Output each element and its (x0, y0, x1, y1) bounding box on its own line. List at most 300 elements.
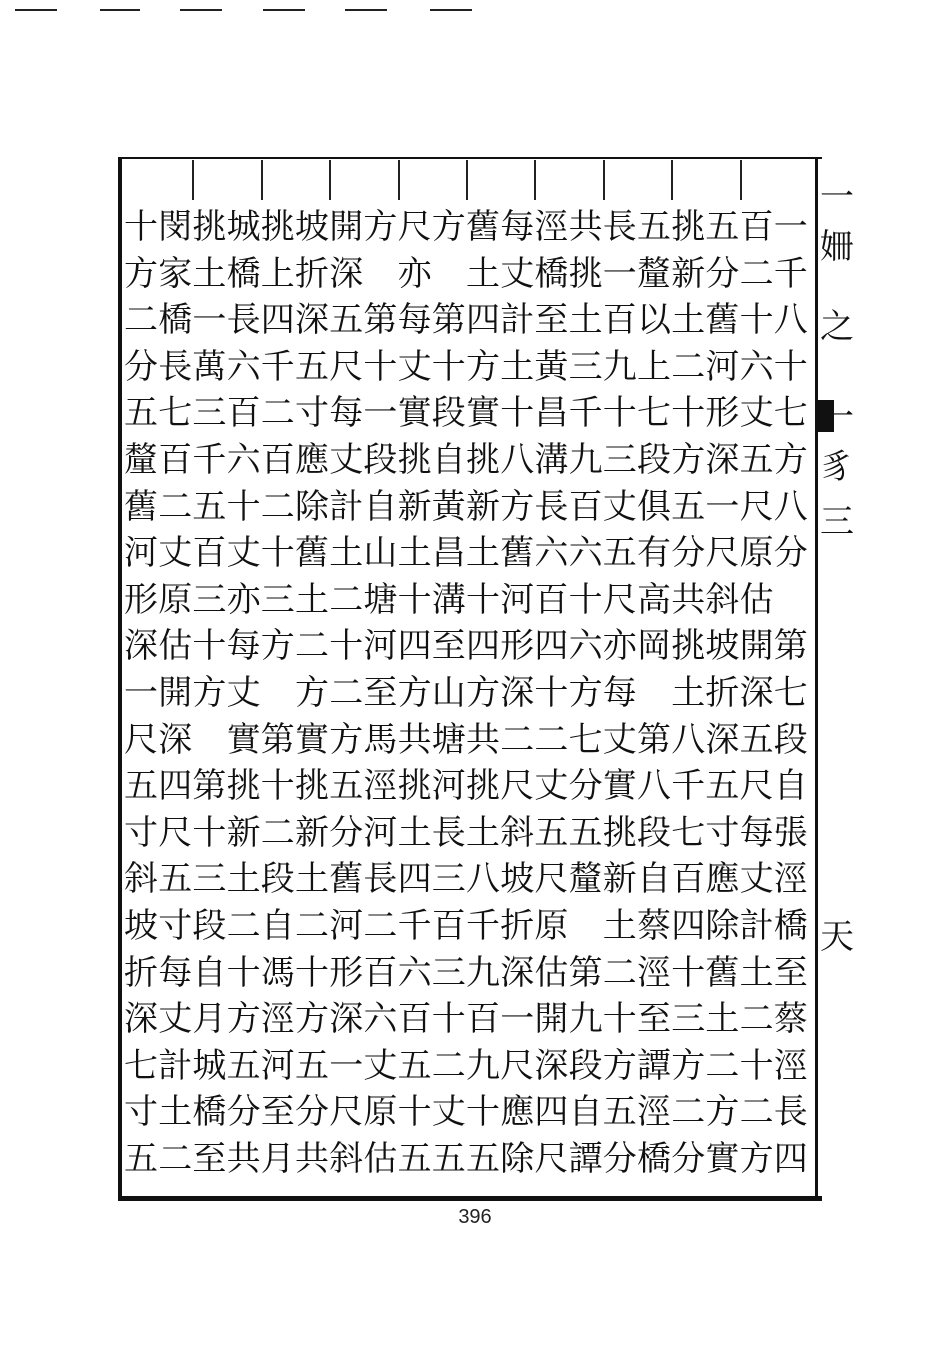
glyph: 分 (773, 533, 808, 574)
glyph: 五 (124, 1139, 158, 1179)
glyph: 折 (124, 952, 158, 993)
glyph: 三 (192, 579, 227, 620)
glyph: 新 (602, 859, 637, 900)
edge-glyph: 三 (820, 502, 854, 542)
glyph: 第 (773, 626, 808, 667)
edge-glyph: 豸 (820, 447, 854, 487)
glyph: 尺 (602, 579, 637, 620)
glyph: 三 (431, 952, 466, 993)
glyph: 丈 (739, 859, 774, 900)
glyph: 九 (602, 346, 637, 387)
glyph: 自 (773, 766, 808, 807)
glyph: 尺 (500, 766, 535, 807)
glyph: 五 (637, 207, 671, 247)
glyph: 百 (568, 486, 603, 527)
glyph: 方 (226, 999, 261, 1040)
glyph: 四 (773, 1139, 808, 1179)
glyph: 應 (295, 440, 329, 480)
top-rule (100, 9, 140, 11)
glyph: 黃 (431, 486, 466, 527)
glyph: 土 (602, 906, 637, 946)
glyph: 涇 (773, 859, 808, 900)
glyph: 寸 (124, 1092, 158, 1133)
glyph: 折 (295, 253, 329, 294)
glyph: 二 (534, 719, 569, 760)
glyph: 丈 (226, 673, 261, 713)
glyph: 每 (158, 952, 193, 993)
glyph: 七 (773, 673, 808, 713)
glyph: 原 (739, 533, 774, 574)
glyph: 溝 (534, 440, 569, 480)
glyph: 九 (568, 440, 603, 480)
glyph: 二 (295, 626, 329, 667)
glyph: 段 (773, 719, 808, 760)
glyph: 至 (431, 626, 466, 667)
glyph: 二 (329, 579, 364, 620)
glyph: 方 (431, 207, 466, 247)
glyph: 共 (466, 719, 500, 760)
glyph: 百 (671, 859, 706, 900)
glyph: 方 (397, 673, 432, 713)
glyph: 十 (226, 486, 261, 527)
glyph: 寸 (124, 812, 158, 853)
glyph: 二 (602, 952, 637, 993)
glyph: 丈 (534, 766, 569, 807)
glyph: 估 (363, 1139, 398, 1179)
glyph: 山 (431, 673, 466, 713)
glyph: 溝 (431, 579, 466, 620)
glyph: 分 (295, 1092, 329, 1133)
glyph: 丈 (158, 533, 193, 574)
glyph: 寸 (295, 393, 329, 434)
glyph: 段 (363, 440, 398, 480)
glyph: 六 (226, 346, 261, 387)
glyph: 丈 (158, 999, 193, 1040)
glyph: 二 (671, 1092, 706, 1133)
glyph: 土 (226, 859, 261, 900)
glyph: 十 (500, 393, 535, 434)
glyph: 十 (124, 207, 158, 247)
edge-glyph: 之 (820, 307, 854, 347)
glyph: 尺 (534, 1139, 569, 1179)
glyph: 開 (329, 207, 364, 247)
glyph: 舊 (466, 207, 500, 247)
glyph: 河 (329, 906, 364, 946)
glyph: 家 (158, 253, 193, 294)
glyph: 每 (500, 207, 535, 247)
glyph: 釐 (568, 859, 603, 900)
page-frame-right-edge (815, 157, 818, 1199)
glyph: 十 (773, 346, 808, 387)
glyph: 三 (602, 440, 637, 480)
glyph: 寸 (158, 906, 193, 946)
glyph: 尺 (397, 207, 432, 247)
top-rule (345, 9, 387, 11)
glyph: 至 (192, 1139, 227, 1179)
glyph: 千 (568, 393, 603, 434)
glyph: 千 (466, 906, 500, 946)
glyph: 方 (602, 1045, 637, 1086)
glyph: 方 (739, 1139, 774, 1179)
glyph: 五 (705, 766, 740, 807)
glyph: 深 (500, 952, 535, 993)
glyph: 方 (705, 1092, 740, 1133)
glyph: 挑 (397, 440, 432, 480)
glyph: 深 (329, 253, 364, 294)
glyph: 土 (295, 859, 329, 900)
glyph: 尺 (739, 766, 774, 807)
glyph: 分 (705, 253, 740, 294)
glyph: 深 (124, 626, 158, 667)
glyph: 挑 (192, 207, 227, 247)
glyph: 十 (466, 1092, 500, 1133)
glyph: 長 (602, 207, 637, 247)
glyph: 方 (295, 673, 329, 713)
glyph: 四 (260, 300, 295, 341)
glyph: 每 (397, 300, 432, 341)
glyph: 十 (295, 952, 329, 993)
glyph: 一 (705, 486, 740, 527)
glyph: 月 (192, 999, 227, 1040)
glyph: 深 (500, 673, 535, 713)
glyph: 挑 (260, 207, 295, 247)
glyph: 除 (295, 486, 329, 527)
glyph: 形 (705, 393, 740, 434)
glyph: 五 (739, 440, 774, 480)
glyph: 俱 (637, 486, 671, 527)
glyph: 每 (739, 812, 774, 853)
glyph: 九 (466, 1045, 500, 1086)
glyph: 橋 (226, 253, 261, 294)
glyph: 實 (226, 719, 261, 760)
glyph: 二 (671, 346, 706, 387)
glyph: 十 (397, 579, 432, 620)
page-number: 396 (458, 1206, 492, 1228)
glyph: 亦 (226, 579, 261, 620)
glyph: 橋 (158, 300, 193, 341)
glyph: 四 (534, 626, 569, 667)
glyph: 丈 (602, 486, 637, 527)
glyph: 五 (226, 1045, 261, 1086)
glyph: 土 (397, 812, 432, 853)
top-rule (263, 9, 305, 11)
glyph: 土 (568, 300, 603, 341)
glyph: 土 (192, 253, 227, 294)
glyph: 十 (739, 1045, 774, 1086)
glyph: 十 (431, 346, 466, 387)
edge-glyph: 姍 (820, 227, 854, 267)
glyph: 二 (260, 486, 295, 527)
glyph: 六 (568, 626, 603, 667)
glyph: 百 (226, 393, 261, 434)
glyph: 丈 (329, 440, 364, 480)
glyph: 方 (466, 346, 500, 387)
glyph: 長 (534, 486, 569, 527)
gutter-line (192, 160, 194, 200)
glyph: 計 (329, 486, 364, 527)
glyph: 八 (773, 300, 808, 341)
glyph: 坡 (500, 859, 535, 900)
glyph: 土 (671, 673, 706, 713)
glyph: 譚 (637, 1045, 671, 1086)
glyph: 第 (568, 952, 603, 993)
glyph: 自 (568, 1092, 603, 1133)
glyph: 閔 (158, 207, 193, 247)
glyph: 十 (568, 579, 603, 620)
glyph: 深 (705, 440, 740, 480)
glyph: 十 (192, 626, 227, 667)
glyph: 丈 (602, 719, 637, 760)
glyph: 尺 (534, 859, 569, 900)
glyph: 自 (192, 952, 227, 993)
glyph: 河 (705, 346, 740, 387)
glyph: 八 (773, 486, 808, 527)
glyph: 形 (500, 626, 535, 667)
glyph: 分 (602, 1139, 637, 1179)
glyph: 長 (773, 1092, 808, 1133)
glyph: 十 (602, 999, 637, 1040)
glyph: 十 (671, 393, 706, 434)
glyph: 五 (124, 766, 158, 807)
glyph: 長 (158, 346, 193, 387)
glyph: 橋 (534, 253, 569, 294)
glyph: 七 (671, 812, 706, 853)
glyph: 方 (773, 440, 808, 480)
glyph: 深 (329, 999, 364, 1040)
glyph: 挑 (602, 812, 637, 853)
glyph: 一 (124, 673, 158, 713)
glyph: 十 (739, 300, 774, 341)
glyph: 土 (500, 346, 535, 387)
glyph: 千 (192, 440, 227, 480)
glyph: 深 (705, 719, 740, 760)
glyph: 實 (295, 719, 329, 760)
glyph: 段 (192, 906, 227, 946)
gutter-line (740, 160, 742, 200)
glyph: 舊 (124, 486, 158, 527)
glyph: 百 (397, 999, 432, 1040)
edge-glyph: 一 (820, 397, 854, 437)
glyph: 三 (671, 999, 706, 1040)
glyph: 計 (158, 1045, 193, 1086)
glyph: 三 (192, 393, 227, 434)
glyph: 分 (329, 812, 364, 853)
glyph: 黃 (534, 346, 569, 387)
glyph: 馬 (363, 719, 398, 760)
glyph: 蔡 (773, 999, 808, 1040)
glyph: 舊 (329, 859, 364, 900)
glyph: 百 (192, 533, 227, 574)
glyph: 二 (739, 999, 774, 1040)
gutter-line (466, 160, 468, 200)
glyph: 一 (192, 300, 227, 341)
glyph: 挑 (466, 440, 500, 480)
glyph: 折 (500, 906, 535, 946)
glyph: 十 (260, 766, 295, 807)
glyph: 自 (260, 906, 295, 946)
glyph: 千 (397, 906, 432, 946)
glyph: 河 (363, 812, 398, 853)
glyph: 五 (329, 766, 364, 807)
glyph: 涇 (637, 1092, 671, 1133)
glyph: 丈 (397, 346, 432, 387)
glyph: 共 (295, 1139, 329, 1179)
glyph: 二 (431, 1045, 466, 1086)
glyph: 五 (602, 1092, 637, 1133)
glyph: 實 (466, 393, 500, 434)
glyph: 新 (671, 253, 706, 294)
glyph: 四 (397, 859, 432, 900)
glyph: 四 (397, 626, 432, 667)
glyph: 深 (739, 673, 774, 713)
glyph: 八 (500, 440, 535, 480)
glyph: 丈 (431, 1092, 466, 1133)
glyph: 六 (739, 346, 774, 387)
glyph: 二 (226, 906, 261, 946)
glyph: 二 (158, 486, 193, 527)
glyph: 一 (363, 393, 398, 434)
glyph: 共 (568, 207, 603, 247)
glyph: 二 (705, 1045, 740, 1086)
glyph: 尺 (329, 1092, 364, 1133)
glyph: 五 (534, 812, 569, 853)
glyph: 橋 (192, 1092, 227, 1133)
glyph: 四 (671, 906, 706, 946)
glyph: 塘 (363, 579, 398, 620)
glyph: 四 (534, 1092, 569, 1133)
glyph: 三 (192, 859, 227, 900)
glyph: 六 (363, 999, 398, 1040)
glyph: 計 (739, 906, 774, 946)
glyph: 挑 (671, 207, 706, 247)
glyph: 分 (671, 1139, 706, 1179)
glyph: 塘 (431, 719, 466, 760)
glyph: 五 (568, 812, 603, 853)
glyph: 方 (671, 440, 706, 480)
glyph: 深 (534, 1045, 569, 1086)
gutter-line (603, 160, 605, 200)
glyph: 城 (226, 207, 261, 247)
glyph: 除 (500, 1139, 535, 1179)
glyph: 第 (260, 719, 295, 760)
glyph: 七 (773, 393, 808, 434)
adjacent-page-edge (820, 160, 860, 1190)
glyph: 共 (397, 719, 432, 760)
glyph: 土 (295, 579, 329, 620)
glyph: 岡 (637, 626, 671, 667)
glyph: 五 (192, 486, 227, 527)
glyph: 五 (329, 300, 364, 341)
glyph: 百 (260, 440, 295, 480)
glyph: 實 (397, 393, 432, 434)
glyph: 昌 (431, 533, 466, 574)
glyph: 原 (363, 1092, 398, 1133)
glyph: 寸 (705, 812, 740, 853)
glyph: 五 (397, 1045, 432, 1086)
glyph: 土 (671, 300, 706, 341)
top-rule (430, 9, 472, 11)
top-rule (15, 9, 57, 11)
glyph: 長 (363, 859, 398, 900)
glyph: 段 (637, 440, 671, 480)
glyph: 十 (466, 579, 500, 620)
glyph: 方 (466, 673, 500, 713)
glyph: 九 (466, 952, 500, 993)
glyph: 涇 (773, 1045, 808, 1086)
glyph: 開 (534, 999, 569, 1040)
gutter-line (261, 160, 263, 200)
glyph: 四 (158, 766, 193, 807)
gutter-line (671, 160, 673, 200)
gutter-line (534, 160, 536, 200)
glyph: 橋 (773, 906, 808, 946)
glyph: 應 (500, 1092, 535, 1133)
glyph: 十 (329, 626, 364, 667)
glyph: 原 (534, 906, 569, 946)
glyph: 有 (637, 533, 671, 574)
glyph: 估 (534, 952, 569, 993)
glyph: 十 (602, 393, 637, 434)
glyph: 七 (158, 393, 193, 434)
glyph: 蔡 (637, 906, 671, 946)
glyph: 河 (124, 533, 158, 574)
glyph: 三 (431, 859, 466, 900)
glyph: 折 (705, 673, 740, 713)
glyph: 第 (637, 719, 671, 760)
glyph: 二 (124, 300, 158, 341)
glyph: 估 (739, 579, 774, 620)
glyph: 舊 (705, 300, 740, 341)
glyph: 至 (363, 673, 398, 713)
glyph: 深 (158, 719, 193, 760)
glyph: 十 (260, 533, 295, 574)
glyph: 土 (739, 952, 774, 993)
glyph: 實 (602, 766, 637, 807)
glyph: 百 (739, 207, 774, 247)
glyph: 百 (602, 300, 637, 341)
glyph: 估 (158, 626, 193, 667)
glyph: 五 (705, 207, 740, 247)
glyph: 二 (158, 1139, 193, 1179)
glyph: 斜 (705, 579, 740, 620)
glyph: 挑 (568, 253, 603, 294)
glyph: 分 (568, 766, 603, 807)
glyph: 四 (466, 626, 500, 667)
glyph: 深 (124, 999, 158, 1040)
glyph: 坡 (705, 626, 740, 667)
top-rule (180, 9, 222, 11)
glyph: 萬 (192, 346, 227, 387)
glyph: 釐 (637, 253, 671, 294)
glyph: 三 (260, 579, 295, 620)
gutter-line (329, 160, 331, 200)
glyph: 方 (260, 626, 295, 667)
glyph: 自 (363, 486, 398, 527)
glyph: 段 (568, 1045, 603, 1086)
glyph: 分 (671, 533, 706, 574)
glyph: 上 (260, 253, 295, 294)
glyph: 自 (431, 440, 466, 480)
glyph: 挑 (466, 766, 500, 807)
glyph: 丈 (363, 1045, 398, 1086)
glyph: 深 (295, 300, 329, 341)
glyph: 城 (192, 1045, 227, 1086)
glyph: 至 (773, 952, 808, 993)
glyph: 十 (671, 952, 706, 993)
glyph: 百 (431, 906, 466, 946)
glyph: 山 (363, 533, 398, 574)
glyph: 九 (568, 999, 603, 1040)
